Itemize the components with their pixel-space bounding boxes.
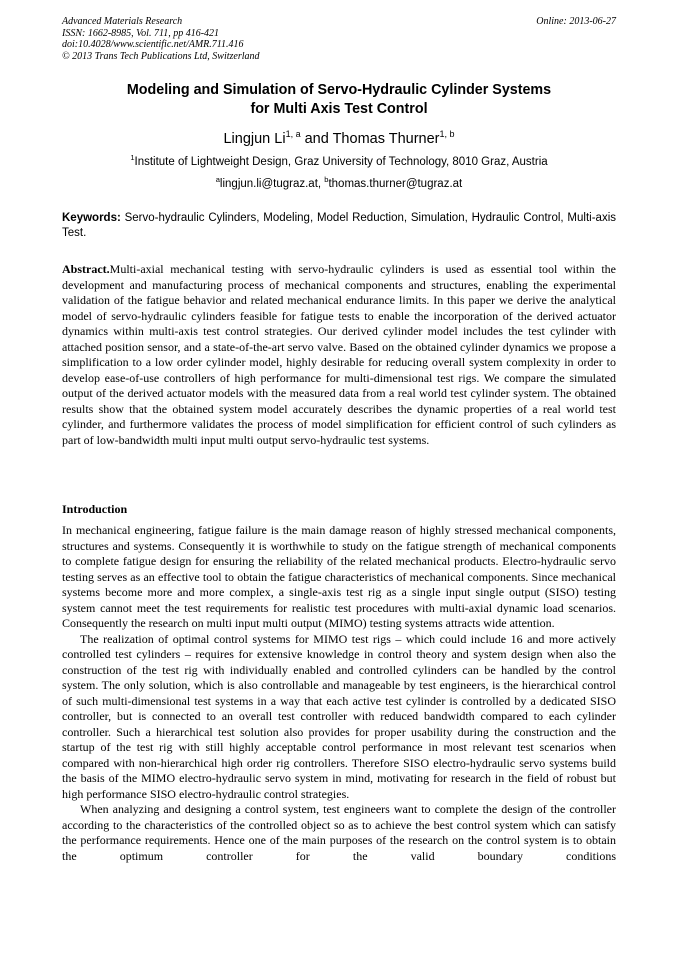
email-link: thomas.thurner@tugraz.at (328, 178, 463, 190)
author-list (62, 130, 616, 148)
section-heading-introduction: Introduction (62, 502, 128, 516)
author-name: Lingjun Li (223, 131, 286, 147)
author-name: Thomas Thurner (332, 131, 440, 147)
journal-header (62, 16, 616, 62)
journal-issn: ISSN: 1662-8985, Vol. 711, pp 416-421 (62, 27, 220, 39)
paragraph: The realization of optimal control systems for MIMO test rigs – which could include 16 and more actively controlled test cylinders – requires for extensive knowledge in control theory and system design when also the construction of the test rig with individually enabled and controlled cylinders can be handled by the control system. The only solution, which is also controllable and manageable by test engineers, is the hierarchical control of such multi-dimensional test systems in a way that each active test cylinder is controlled by a dedicated SISO controller, but is connected to an overall test controller with reduced bandwidth compared to each cylinder controller. Such a hierarchical test solution also provides for proper usability during the construction and the startup of the test rig with still highly acceptable control performance in most relevant test scenarios when compared with non-hierarchical high order rig controllers. Therefore SISO electro-hydraulic servo systems build the basis of the MIMO electro-hydraulic servo system in mind, motivating for research in the field of robust but high performance SISO electro-hydraulic control strategies. (62, 631, 616, 801)
affiliation-superscript: 1 (130, 153, 135, 163)
affiliation (62, 155, 616, 169)
journal-name: Advanced Materials Research (62, 16, 183, 27)
introduction-body (62, 523, 616, 864)
paper-title-line2: for Multi Axis Test Control (250, 101, 428, 117)
abstract-label: Abstract. (62, 262, 110, 276)
author-emails (62, 177, 616, 191)
email-link: lingjun.li@tugraz.at, (219, 178, 325, 190)
author-superscript: 1, b (439, 129, 455, 140)
keywords (62, 211, 616, 241)
affiliation-text: Institute of Lightweight Design, Graz University of Technology, 8010 Graz, Austria (134, 156, 548, 168)
author-superscript: 1, a (285, 129, 301, 140)
paragraph: When analyzing and designing a control system, test engineers want to complete the design of the controller according to the characteristics of the controlled object so as to achieve the best control system which can satisfy the performance requirements. Hence one of the main purposes of the research on the control system is to obtain the optimum controller for the valid boundary conditions (62, 802, 616, 863)
abstract-text: Multi-axial mechanical testing with servo-hydraulic cylinders is used as essential tool within the development and manufacturing process of mechanical components and structures, enabling the experimental validation of the fatigue behavior and related mechanical endurance limits. In this paper we derive the analytical model of servo-hydraulic cylinders feasible for fatigue tests to enable the incorporation of the derived actuator dynamics within multi-axis test control strategies. Our derived cylinder model includes the test cylinder with attached position sensor, and a state-of-the-art servo valve. Based on the obtained cylinder dynamics we propose a simplification to a low order cylinder model, highly desirable for reducing overall system complexity in order to develop ease-of-use controllers of high performance for multi-dimensional test rigs. We compare the simulated output of the derived actuator models with the measured data from a real world test cylinder system. The obtained results show that the obtained system model accurately describes the dynamic properties of a real world test cylinder, and furthermore validates the process of model simplification for efficient control of such cylinders as part of low-bandwidth multi input multi output servo-hydraulic test systems. (62, 262, 616, 447)
paper-title-line1: Modeling and Simulation of Servo-Hydraulic Cylinder Systems (126, 82, 552, 98)
email-superscript: a (215, 175, 220, 185)
journal-copyright: © 2013 Trans Tech Publications Ltd, Switzerland (62, 50, 260, 62)
journal-doi: doi:10.4028/www.scientific.net/AMR.711.416 (62, 39, 244, 50)
author-conjunction: and (300, 131, 333, 147)
keywords-label: Keywords: (62, 212, 121, 224)
keywords-text: Servo-hydraulic Cylinders, Modeling, Model Reduction, Simulation, Hydraulic Control, Multi-axis Test. (62, 212, 616, 239)
paragraph: In mechanical engineering, fatigue failure is the main damage reason of highly stressed mechanical components, structures and systems. Consequently it is worthwhile to study on the fatigue strength of mechanical components to complete fatigue design for ensuring the reliability of the related mechanical products. Electro-hydraulic servo testing serves as an effective tool to obtain the fatigue characteristics of mechanical components. Since mechanical systems become more and more complex, a single-axis test rig as a single input single output (SISO) testing system cannot meet the test requirements for realistic test procedures with multi-axial dynamic load scenarios. Consequently the research on multi input multi output (MIMO) testing systems attracts wide attention. (62, 523, 616, 630)
online-date: Online: 2013-06-27 (536, 16, 616, 27)
paper-title (62, 81, 616, 119)
email-superscript: b (324, 175, 329, 185)
abstract (62, 262, 616, 448)
